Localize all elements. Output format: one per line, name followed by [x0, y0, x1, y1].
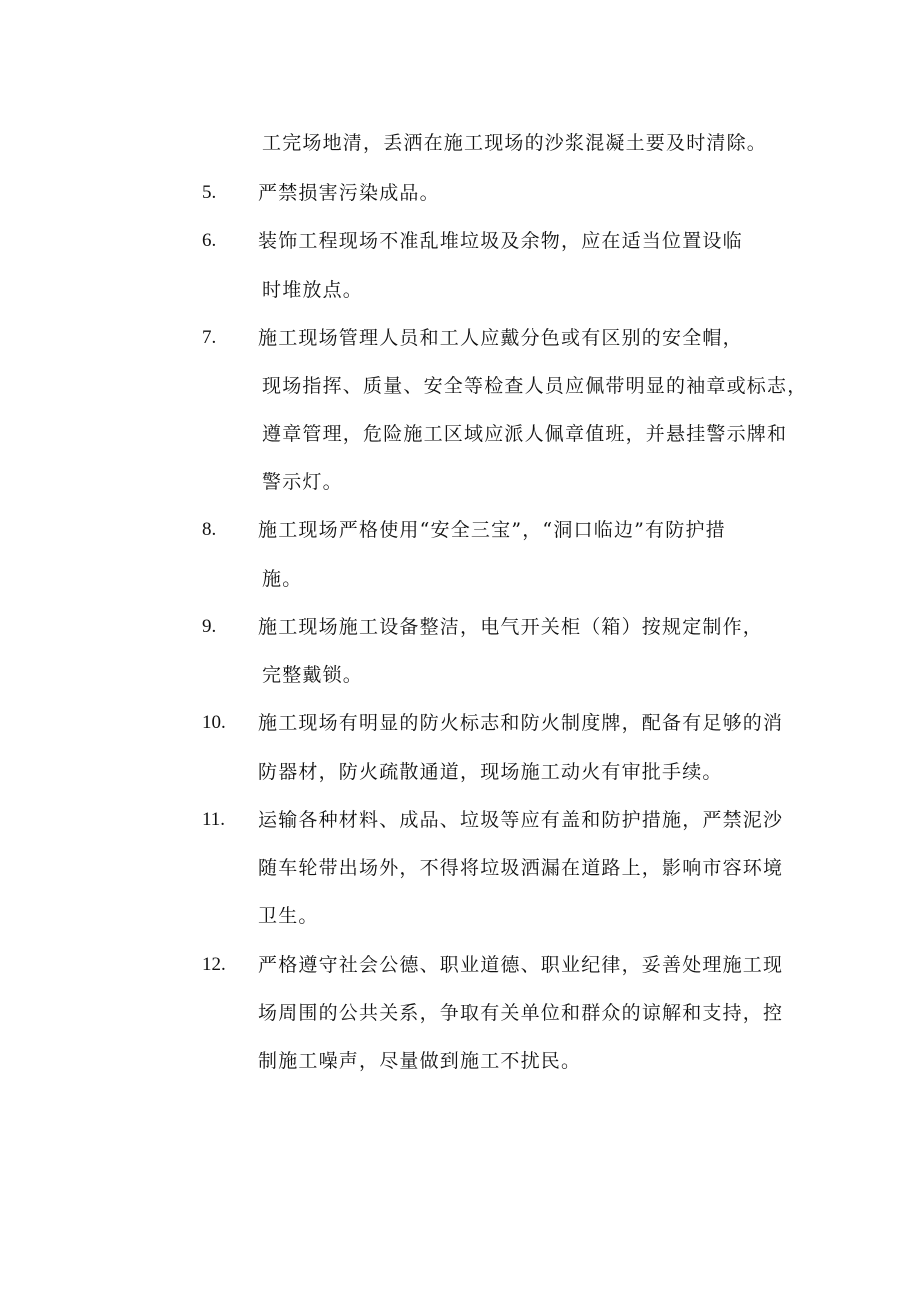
item-12-line-2: 场周围的公共关系，争取有关单位和群众的谅解和支持，控 — [258, 1002, 784, 1024]
item-6-number: 6. — [202, 230, 217, 251]
item-7-line-1: 施工现场管理人员和工人应戴分色或有区别的安全帽， — [258, 327, 743, 349]
item-11-number: 11. — [202, 809, 226, 830]
item-6-line-2: 时堆放点。 — [262, 279, 364, 301]
item-7-line-4: 警示灯。 — [262, 471, 343, 493]
item-11-line-1: 运输各种材料、成品、垃圾等应有盖和防护措施，严禁泥沙 — [258, 809, 784, 831]
item-8-line-2: 施。 — [262, 568, 303, 590]
item-10-number: 10. — [202, 712, 226, 733]
item-11-line-3: 卫生。 — [258, 905, 319, 927]
item-7-line-3: 遵章管理，危险施工区域应派人佩章值班，并悬挂警示牌和 — [262, 423, 788, 445]
item-12-line-3: 制施工噪声，尽量做到施工不扰民。 — [258, 1050, 582, 1072]
item-5-number: 5. — [202, 182, 217, 203]
item-6-line-1: 装饰工程现场不准乱堆垃圾及余物，应在适当位置设临 — [258, 230, 743, 252]
item-9-number: 9. — [202, 616, 217, 637]
item-10-line-2: 防器材，防火疏散通道，现场施工动火有审批手续。 — [258, 761, 723, 783]
continuation-line: 工完场地清，丢洒在施工现场的沙浆混凝土要及时清除。 — [262, 132, 768, 154]
item-9-line-2: 完整戴锁。 — [262, 664, 364, 686]
item-7-line-2: 现场指挥、质量、安全等检查人员应佩带明显的袖章或标志， — [262, 375, 808, 397]
item-10-line-1: 施工现场有明显的防火标志和防火制度牌，配备有足够的消 — [258, 712, 784, 734]
item-8-line-1: 施工现场严格使用“安全三宝”，“洞口临边”有防护措 — [258, 519, 726, 541]
item-12-number: 12. — [202, 954, 226, 975]
item-5-line-1: 严禁损害污染成品。 — [258, 182, 440, 204]
item-9-line-1: 施工现场施工设备整洁，电气开关柜（箱）按规定制作， — [258, 616, 764, 638]
item-7-number: 7. — [202, 327, 217, 348]
item-11-line-2: 随车轮带出场外，不得将垃圾洒漏在道路上，影响市容环境 — [258, 857, 784, 879]
item-8-number: 8. — [202, 519, 217, 540]
item-12-line-1: 严格遵守社会公德、职业道德、职业纪律，妥善处理施工现 — [258, 954, 784, 976]
